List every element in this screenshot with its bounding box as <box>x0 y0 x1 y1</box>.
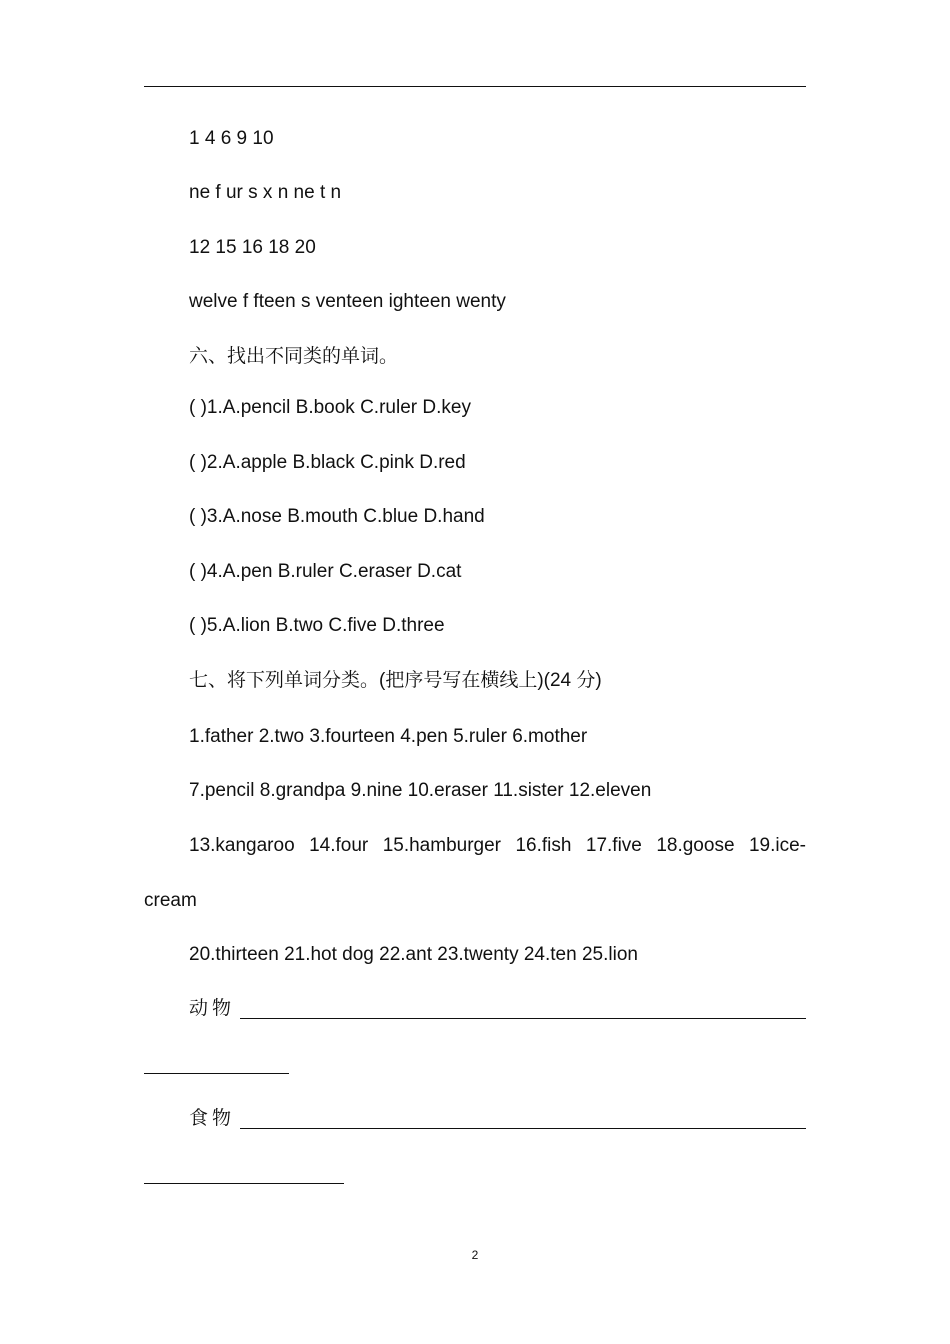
word-row-1: ne f ur s x n ne t n <box>189 182 342 203</box>
word-list-row-2: 7.pencil 8.grandpa 9.nine 10.eraser 11.sister 12.eleven <box>189 780 652 801</box>
page-number: 2 <box>471 1248 479 1262</box>
section-7-heading: 七、将下列单词分类。(把序号写在横线上)(24 分) <box>189 670 602 691</box>
food-answer-line[interactable] <box>240 1128 806 1129</box>
word-row-2: welve f fteen s venteen ighteen wenty <box>189 291 506 312</box>
question-2: ( )2.A.apple B.black C.pink D.red <box>189 452 466 473</box>
category-animals-label: 动物 <box>189 998 236 1019</box>
word-list-row-1: 1.father 2.two 3.fourteen 4.pen 5.ruler 6.mother <box>189 726 588 747</box>
number-row-1: 1 4 6 9 10 <box>189 128 274 149</box>
animals-answer-line[interactable] <box>240 1018 806 1019</box>
top-rule <box>144 86 806 87</box>
question-4: ( )4.A.pen B.ruler C.eraser D.cat <box>189 561 462 582</box>
section-6-heading: 六、找出不同类的单词。 <box>189 346 399 367</box>
question-5: ( )5.A.lion B.two C.five D.three <box>189 615 445 636</box>
question-3: ( )3.A.nose B.mouth C.blue D.hand <box>189 506 485 527</box>
category-food-label: 食物 <box>189 1108 236 1129</box>
question-1: ( )1.A.pencil B.book C.ruler D.key <box>189 397 471 418</box>
animals-answer-line-continued[interactable] <box>144 1073 289 1074</box>
word-list-row-4: 20.thirteen 21.hot dog 22.ant 23.twenty 24.ten 25.lion <box>189 944 638 965</box>
food-answer-line-continued[interactable] <box>144 1183 344 1184</box>
word-list-row-3: 13.kangaroo 14.four 15.hamburger 16.fish 17.five 18.goose 19.ice- <box>189 835 806 856</box>
word-list-row-3-continued: cream <box>144 890 197 911</box>
number-row-2: 12 15 16 18 20 <box>189 237 316 258</box>
